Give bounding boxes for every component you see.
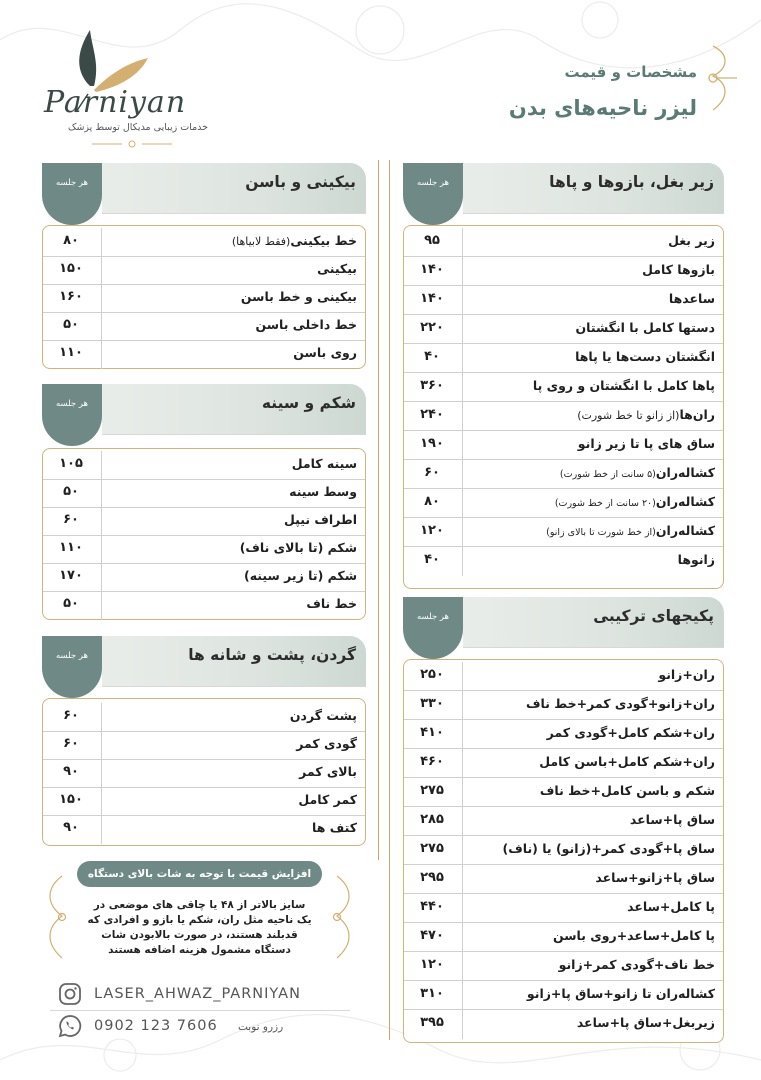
per-session-tab: هر جلسه <box>403 597 463 659</box>
price-table <box>403 225 724 589</box>
row-price: ۲۵۰ <box>420 667 444 682</box>
row-price: ۴۱۰ <box>420 725 444 740</box>
row-price: ۹۰ <box>63 764 79 779</box>
table-row: بیکینی و خط باسن ۱۶۰ <box>43 284 365 313</box>
page-title: لیزر ناحیه‌های بدن <box>508 96 697 120</box>
table-row: ران+شکم کامل+گودی کمر ۴۱۰ <box>404 720 723 749</box>
ornament-left-icon <box>42 872 72 962</box>
table-row: ساق پا+گودی کمر+(زانو) یا (ناف) ۲۷۵ <box>404 836 723 865</box>
instagram-icon[interactable] <box>58 982 82 1006</box>
table-row: ران‌ها(از زانو تا خط شورت) ۲۴۰ <box>404 402 723 431</box>
table-row: ران+شکم کامل+باسن کامل ۴۶۰ <box>404 749 723 778</box>
table-row: خط ناف ۵۰ <box>43 591 365 619</box>
table-row: زانوها ۴۰ <box>404 547 723 575</box>
table-row: ران+زانو+گودی کمر+خط ناف ۳۳۰ <box>404 691 723 720</box>
table-row: ساعدها ۱۴۰ <box>404 286 723 315</box>
instagram-handle[interactable]: LASER_AHWAZ_PARNIYAN <box>94 986 301 1002</box>
booking-label: رزرو نوبت <box>238 1021 284 1033</box>
section-title: گردن، پشت و شانه ها <box>188 646 356 664</box>
per-session-tab: هر جلسه <box>42 163 102 225</box>
notice-title: افزایش قیمت با توجه به شات بالای دستگاه <box>77 861 322 887</box>
row-price: ۴۶۰ <box>420 754 444 769</box>
section-belly <box>42 384 366 628</box>
table-row: خط بیکینی(فقط لابیاها) ۸۰ <box>43 228 365 257</box>
table-row: شکم (تا بالای ناف) ۱۱۰ <box>43 535 365 564</box>
row-price: ۶۰ <box>424 465 440 480</box>
row-price: ۱۹۰ <box>420 436 444 451</box>
row-price: ۵۰ <box>63 484 79 499</box>
table-row: شکم (تا زیر سینه) ۱۷۰ <box>43 563 365 592</box>
section-neck <box>42 636 366 846</box>
section-title: بیکینی و باسن <box>245 173 356 191</box>
section-title: زیر بغل، بازوها و پاها <box>549 173 714 191</box>
table-row: روی باسن ۱۱۰ <box>43 340 365 368</box>
table-row: ران+زانو ۲۵۰ <box>404 662 723 691</box>
row-price: ۴۷۰ <box>420 928 444 943</box>
row-price: ۶۰ <box>63 512 79 527</box>
section-title: پکیجهای ترکیبی <box>593 607 714 625</box>
contact-info <box>50 978 360 1048</box>
table-row: پا کامل+ساعد+روی باسن ۴۷۰ <box>404 923 723 952</box>
table-row: خط ناف+گودی کمر+زانو ۱۲۰ <box>404 952 723 981</box>
price-table <box>42 448 366 620</box>
table-row: کمر کامل ۱۵۰ <box>43 787 365 816</box>
table-row: کشاله‌ران(۵ سانت از خط شورت) ۶۰ <box>404 460 723 489</box>
contact-divider <box>50 1010 350 1011</box>
row-price: ۶۰ <box>63 708 79 723</box>
row-price: ۱۲۰ <box>420 523 444 538</box>
table-row: پشت گردن ۶۰ <box>43 703 365 732</box>
page-subtitle: مشخصات و قیمت <box>564 63 697 81</box>
table-row: وسط سینه ۵۰ <box>43 479 365 508</box>
table-row: خط داخلی باسن ۵۰ <box>43 312 365 341</box>
row-price: ۹۰ <box>63 820 79 835</box>
per-session-tab: هر جلسه <box>403 163 463 225</box>
divider-left <box>378 160 379 860</box>
section-bikini <box>42 163 366 369</box>
per-session-tab: هر جلسه <box>42 384 102 446</box>
row-price: ۵۰ <box>63 596 79 611</box>
row-price: ۶۰ <box>63 736 79 751</box>
table-row: سینه کامل ۱۰۵ <box>43 451 365 480</box>
divider-right <box>389 160 390 1040</box>
table-row: زیر بغل ۹۵ <box>404 228 723 257</box>
table-row: گودی کمر ۶۰ <box>43 731 365 760</box>
row-price: ۳۶۰ <box>420 378 444 393</box>
section-packages <box>403 597 724 1045</box>
row-price: ۱۷۰ <box>59 568 83 583</box>
row-price: ۲۲۰ <box>420 320 444 335</box>
per-session-tab: هر جلسه <box>42 636 102 698</box>
row-price: ۱۵۰ <box>59 792 83 807</box>
price-table <box>42 698 366 846</box>
row-price: ۸۰ <box>63 233 79 248</box>
row-price: ۱۰۵ <box>59 456 83 471</box>
brand-ornament-icon <box>92 138 172 150</box>
row-price: ۵۰ <box>63 317 79 332</box>
table-row: زیربغل+ساق پا+ساعد ۳۹۵ <box>404 1010 723 1038</box>
table-row: کتف ها ۹۰ <box>43 815 365 843</box>
row-price: ۲۴۰ <box>420 407 444 422</box>
row-price: ۱۱۰ <box>59 540 83 555</box>
row-price: ۴۴۰ <box>420 899 444 914</box>
price-table <box>42 225 366 369</box>
table-row: بالای کمر ۹۰ <box>43 759 365 788</box>
row-price: ۳۹۵ <box>420 1015 444 1030</box>
table-row: ساق پا+ساعد ۲۸۵ <box>404 807 723 836</box>
table-row: پا کامل+ساعد ۴۴۰ <box>404 894 723 923</box>
section-title: شکم و سینه <box>261 394 356 412</box>
row-price: ۱۴۰ <box>420 291 444 306</box>
table-row: انگشتان دست‌ها یا پاها ۴۰ <box>404 344 723 373</box>
row-price: ۴۰ <box>424 349 440 364</box>
row-price: ۳۳۰ <box>420 696 444 711</box>
table-row: کشاله‌ران تا زانو+ساق پا+زانو ۳۱۰ <box>404 981 723 1010</box>
section-arms-legs <box>403 163 724 591</box>
table-row: پاها کامل با انگشتان و روی پا ۳۶۰ <box>404 373 723 402</box>
header-ornament-icon <box>703 42 739 114</box>
row-price: ۱۶۰ <box>59 289 83 304</box>
table-row: بیکینی ۱۵۰ <box>43 256 365 285</box>
ornament-right-icon <box>327 872 357 962</box>
row-price: ۱۱۰ <box>59 345 83 360</box>
table-row: شکم و باسن کامل+خط ناف ۲۷۵ <box>404 778 723 807</box>
row-price: ۸۰ <box>424 494 440 509</box>
table-row: بازوها کامل ۱۴۰ <box>404 257 723 286</box>
row-price: ۱۴۰ <box>420 262 444 277</box>
row-price: ۲۷۵ <box>420 841 444 856</box>
row-price: ۴۰ <box>424 552 440 567</box>
price-increase-notice <box>42 858 357 982</box>
row-price: ۱۵۰ <box>59 261 83 276</box>
table-row: ساق های پا تا زیر زانو ۱۹۰ <box>404 431 723 460</box>
row-price: ۹۵ <box>424 233 440 248</box>
table-row: کشاله‌ران(۲۰ سانت از خط شورت) ۸۰ <box>404 489 723 518</box>
row-price: ۱۲۰ <box>420 957 444 972</box>
whatsapp-icon[interactable] <box>58 1014 82 1038</box>
table-row: کشاله‌ران(از خط شورت تا بالای زانو) ۱۲۰ <box>404 518 723 547</box>
phone-number[interactable]: 0902 123 7606 <box>94 1018 218 1034</box>
table-row: اطراف نیپل ۶۰ <box>43 507 365 536</box>
price-table <box>403 659 724 1043</box>
brand-name: Parniyan <box>44 85 187 120</box>
table-row: ساق پا+زانو+ساعد ۲۹۵ <box>404 865 723 894</box>
brand-subtitle: خدمات زیبایی مدیکال توسط پزشک <box>67 122 209 133</box>
row-price: ۲۸۵ <box>420 812 444 827</box>
row-price: ۲۹۵ <box>420 870 444 885</box>
notice-text: سایز بالاتر از ۴۸ یا چاقی های موضعی در یک ناحیه مثل ران، شکم یا بازو و افرادی که قدبلند هستند، در صورت بالابودن شات دستگاه مشمول هزینه اضافه هستند <box>87 899 312 956</box>
row-price: ۲۷۵ <box>420 783 444 798</box>
table-row: دستها کامل با انگشتان ۲۲۰ <box>404 315 723 344</box>
row-price: ۳۱۰ <box>420 986 444 1001</box>
